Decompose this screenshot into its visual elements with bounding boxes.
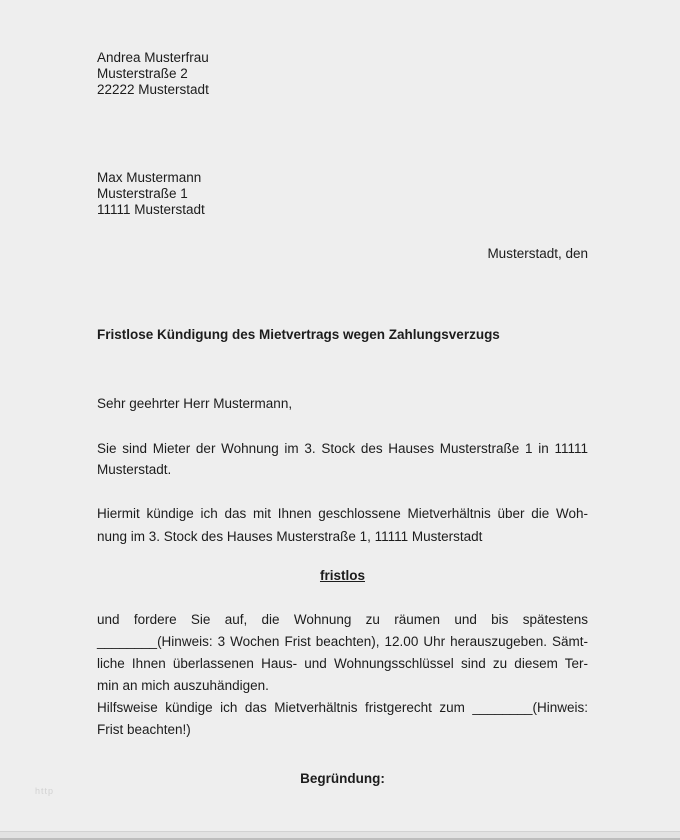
sender-block [97,50,588,98]
body-line: nung im 3. Stock des Hauses Musterstraße 1, 11111 Musterstadt [97,529,483,544]
body-line: liche Ihnen überlassenen Haus- und Wohnungsschlüssel sind zu diesem Ter- [97,656,588,671]
body-line: Sie sind Mieter der Wohnung im 3. Stock des Hauses Musterstraße 1 in 11111 [97,441,588,456]
body-line: ________(Hinweis: 3 Wochen Frist beachten), 12.00 Uhr herauszugeben. Sämt- [97,634,588,649]
section-heading-begruendung: Begründung: [300,771,385,786]
salutation: Sehr geehrter Herr Mustermann, [97,396,293,411]
paragraph-tenant-info [97,438,588,480]
recipient-city: 11111 Musterstadt [97,202,205,217]
recipient-street: Musterstraße 1 [97,186,188,201]
paragraph-termination [97,502,588,548]
watermark-text: http [35,786,55,796]
recipient-name: Max Mustermann [97,170,202,185]
body-line: Musterstadt. [97,462,172,477]
emphasis-fristlos: fristlos [319,568,365,583]
body-line: min an mich auszuhändigen. [97,678,269,693]
body-line: Frist beachten!) [97,722,191,737]
recipient-block [97,170,588,218]
body-line: Hiermit kündige ich das mit Ihnen geschlossene Mietverhältnis über die Woh- [97,506,588,521]
date-line: Musterstadt, den [487,246,588,261]
demand-block [97,609,588,741]
footer-bar [0,831,680,840]
sender-street: Musterstraße 2 [97,66,188,81]
subject-line: Fristlose Kündigung des Mietvertrags wegen Zahlungsverzugs [97,327,500,342]
body-line: und fordere Sie auf, die Wohnung zu räumen und bis spätestens [97,612,588,627]
sender-name: Andrea Musterfrau [97,50,209,65]
body-line: Hilfsweise kündige ich das Mietverhältnis fristgerecht zum ________(Hinweis: [97,700,588,715]
sender-city: 22222 Musterstadt [97,82,209,97]
